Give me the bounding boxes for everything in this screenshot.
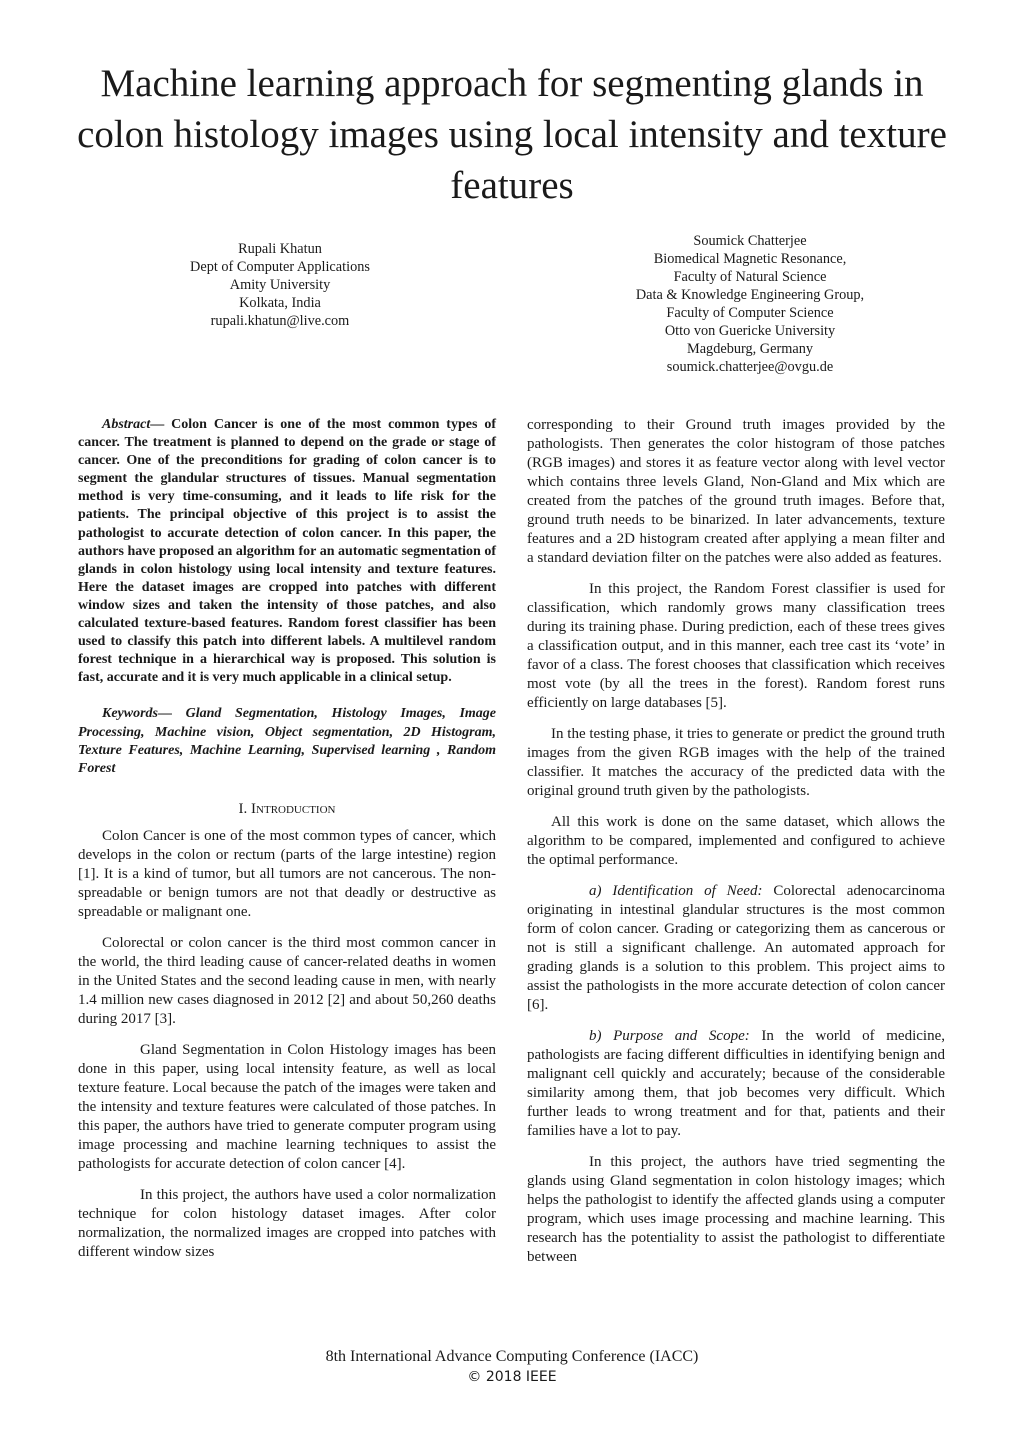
copyright-notice: © 2018 IEEE bbox=[467, 1369, 557, 1385]
abstract-dash: — bbox=[150, 417, 165, 432]
abstract bbox=[78, 416, 496, 687]
keywords-label: Keywords bbox=[102, 706, 158, 722]
subsection-text: In the world of medicine, pathologists are facing different difficulties in identifying benign and malignant cell quickly and accurately; because of the considerable similarity among them, that job becomes very difficult. Which further leads to wrong treatment and for that, patients and their families have a lot to pay. bbox=[527, 1028, 945, 1139]
subsection-identification-of-need bbox=[527, 882, 945, 1015]
author-affiliation: Data & Knowledge Engineering Group, bbox=[635, 287, 865, 303]
conference-name: 8th International Advance Computing Conference (IACC) bbox=[325, 1348, 699, 1365]
author-affiliation: Faculty of Computer Science bbox=[666, 305, 834, 321]
intro-paragraph-1: Colon Cancer is one of the most common types of cancer, which develops in the colon or rectum (parts of the large intestine) region [1]. It is a kind of tumor, but all tumors are not cancerous. The non-spreadable or benign tumors are not that deadly or destructive as spreadable or malignant one. bbox=[78, 827, 496, 920]
body-paragraph-testing: In the testing phase, it tries to generate or predict the ground truth images from the given RGB images with the help of the trained classifier. It matches the accuracy of the predicted data with the original ground truth given by the pathologists. bbox=[527, 726, 945, 799]
subsection-text: Colorectal adenocarcinoma originating in intestinal glandular structures is the most common form of colon cancer. Grading or categorizing them as cancerous or not is still a significant challenge. An automated approach for grading glands is a solution to this problem. This project aims to assist the pathologists in the more accurate detection of colon cancer [6]. bbox=[527, 883, 945, 1013]
author-email: rupali.khatun@live.com bbox=[210, 313, 350, 329]
keywords bbox=[78, 705, 496, 777]
author-university: Otto von Guericke University bbox=[664, 323, 836, 339]
body-paragraph-random-forest: In this project, the Random Forest classifier is used for classification, which randomly grows many classification trees during its training phase. During prediction, each of these trees gives a classification output, and in this manner, each tree cast its ‘vote’ in favor of a class. The forest chooses that classification which receives most vote (by all the trees in the forest). Random forest runs efficiently on large databases [5]. bbox=[527, 581, 945, 711]
abstract-label: Abstract bbox=[102, 417, 151, 432]
subsection-purpose-and-scope bbox=[527, 1027, 945, 1141]
paper-title: Machine learning approach for segmenting glands in colon histology images using local intensity and texture features bbox=[77, 62, 947, 207]
subsection-label: b) Purpose and Scope: bbox=[589, 1028, 750, 1044]
keywords-dash: — bbox=[158, 706, 172, 722]
right-column bbox=[527, 416, 945, 1279]
left-column bbox=[78, 416, 496, 1274]
section-numeral: I. bbox=[238, 800, 248, 817]
author-name: Soumick Chatterjee bbox=[693, 233, 807, 249]
author-name: Rupali Khatun bbox=[238, 241, 322, 257]
intro-paragraph-3: Gland Segmentation in Colon Histology images has been done in this paper, using local intensity feature, as well as local texture feature. Local because the patch of the images were taken and the intensity and texture features were calculated of those patches. In this paper, the authors have tried to generate computer program using image processing and machine learning techniques to assist the pathologists for accurate detection of colon cancer [4]. bbox=[78, 1041, 496, 1172]
intro-paragraph-2: Colorectal or colon cancer is the third most common cancer in the world, the third leading cause of cancer-related deaths in women in the United States and the second leading cause in men, with nearly 1.4 million new cases diagnosed in 2012 [2] and about 50,260 deaths during 2017 [3]. bbox=[78, 934, 496, 1027]
author-block-2 bbox=[590, 232, 910, 376]
body-paragraph-continued: corresponding to their Ground truth images provided by the pathologists. Then generates the color histogram of those patches (RGB images) and stores it as feature vector along with level vector which contains three levels Gland, Non-Gland and Mix which are created from the patches of the ground truth images. Before that, ground truth needs to be binarized. In later advancements, texture features and a 2D histogram created after applying a mean filter and a standard deviation filter on the patches were also added as features. bbox=[527, 417, 945, 566]
author-location: Magdeburg, Germany bbox=[687, 341, 813, 357]
section-heading-introduction bbox=[78, 800, 496, 819]
abstract-text: Colon Cancer is one of the most common types of cancer. The treatment is planned to depend on the grade or stage of cancer. One of the preconditions for grading of colon cancer is to segment the glandular structures of tissues. Manual segmentation method is very time-consuming, and it leads to life risk for the patients. The principal objective of this project is to assist the pathologist to accurate detection of colon cancer. In this paper, the authors have proposed an algorithm for an automatic segmentation of glands in colon histology using local intensity and texture features. Here the dataset images are cropped into patches with different window sizes and taken the intensity of those patches, and also calculated texture-based features. Random forest classifier has been used to classify this patch into different labels. A multilevel random forest technique in a hierarchical way is proposed. This solution is fast, accurate and it is very much applicable in a clinical setup. bbox=[78, 417, 496, 686]
subsection-label: a) Identification of Need: bbox=[589, 883, 763, 899]
body-paragraph-segmenting: In this project, the authors have tried segmenting the glands using Gland segmentation in colon histology images; which helps the pathologist to identify the affected glands using a computer program, which uses image processing and machine learning. This research has the potentiality to assist the pathologist to differentiate between bbox=[527, 1154, 945, 1265]
author-email: soumick.chatterjee@ovgu.de bbox=[666, 359, 834, 375]
author-department: Dept of Computer Applications bbox=[190, 259, 370, 275]
body-paragraph-dataset: All this work is done on the same dataset, which allows the algorithm to be compared, implemented and configured to achieve the optimal performance. bbox=[527, 814, 945, 868]
section-title: Introduction bbox=[251, 800, 336, 817]
author-location: Kolkata, India bbox=[239, 295, 321, 311]
author-affiliation: Biomedical Magnetic Resonance, bbox=[653, 251, 847, 267]
keywords-text: Gland Segmentation, Histology Images, Image Processing, Machine vision, Object segmentation, 2D Histogram, Texture Features, Machine Learning, Supervised learning , Random Forest bbox=[78, 706, 496, 776]
intro-paragraph-4: In this project, the authors have used a color normalization technique for colon histology dataset images. After color normalization, the normalized images are cropped into patches with different window sizes bbox=[78, 1186, 496, 1260]
author-university: Amity University bbox=[229, 277, 331, 293]
author-block-1 bbox=[150, 240, 410, 330]
author-affiliation: Faculty of Natural Science bbox=[673, 269, 827, 285]
page-footer bbox=[0, 1346, 1024, 1388]
